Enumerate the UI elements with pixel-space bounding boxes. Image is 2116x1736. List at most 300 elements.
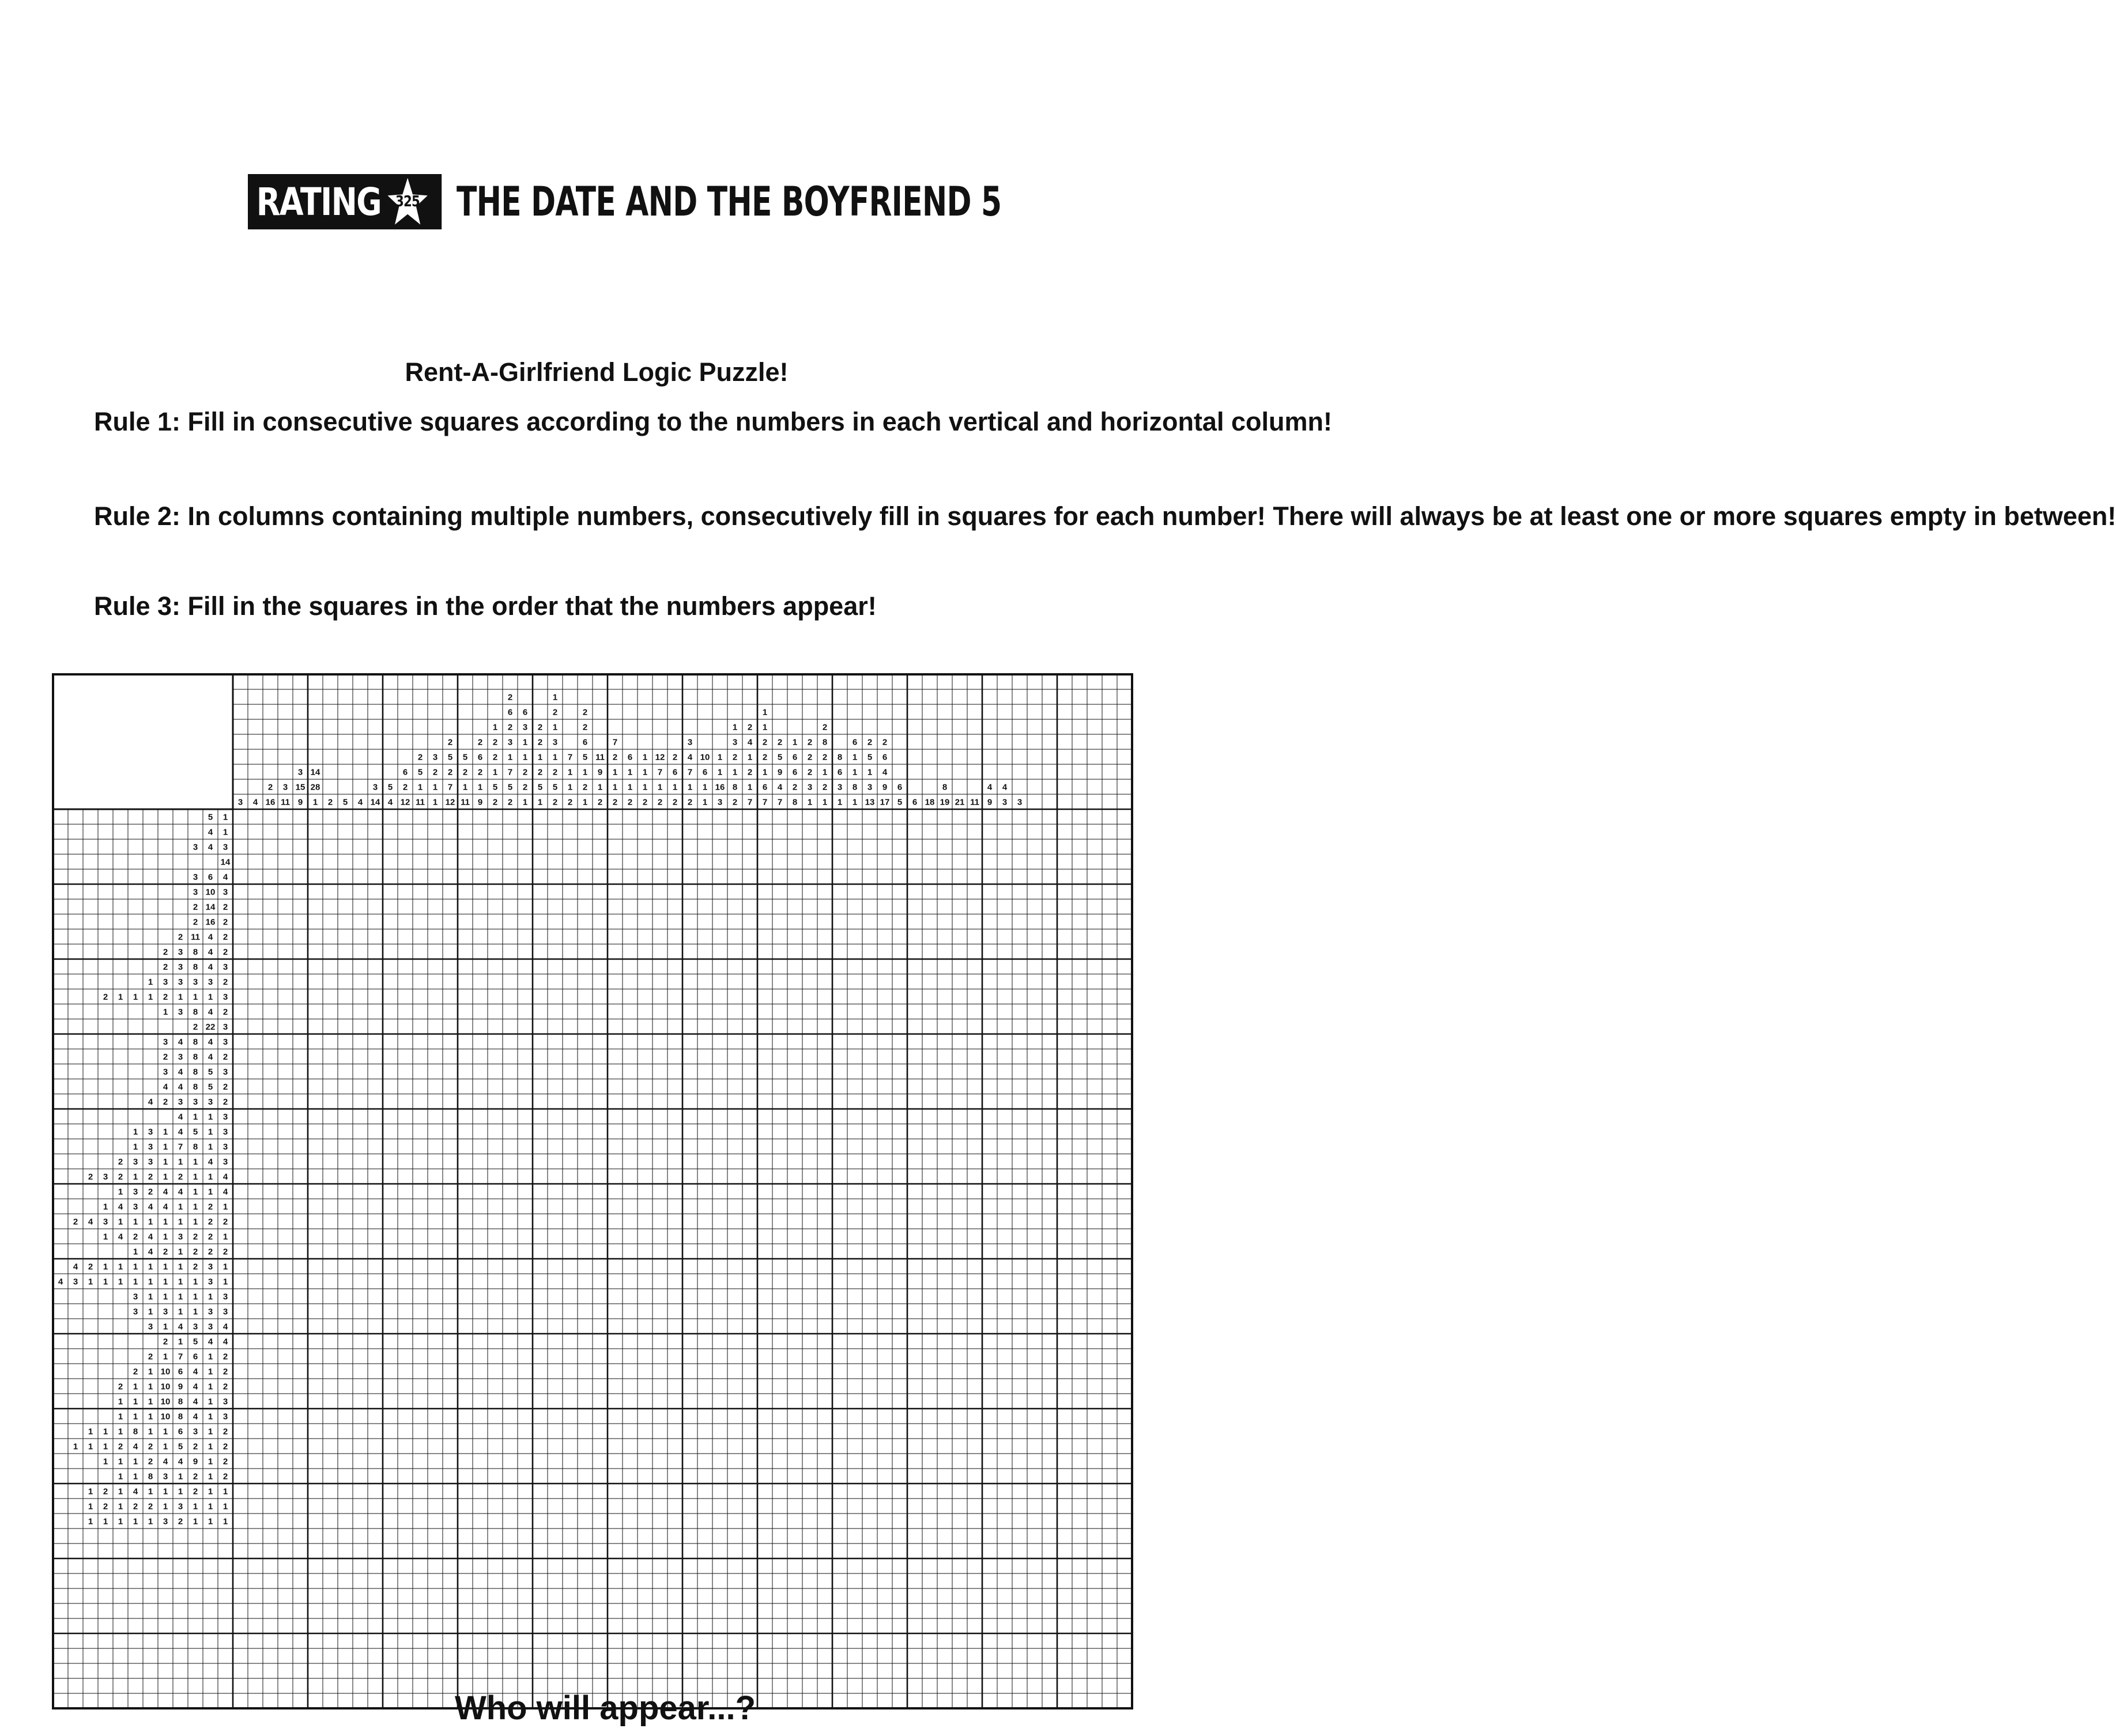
row-clue: 1 — [193, 1172, 198, 1182]
column-clue: 9 — [297, 797, 303, 807]
column-clue: 11 — [416, 797, 425, 807]
column-clue: 8 — [792, 797, 798, 807]
row-clue: 8 — [193, 1007, 198, 1017]
row-clue: 1 — [222, 1516, 228, 1527]
column-clue: 2 — [642, 797, 648, 807]
row-clue: 7 — [178, 1352, 183, 1362]
column-clue: 2 — [492, 737, 498, 748]
column-clue: 1 — [582, 767, 588, 778]
column-clue: 1 — [432, 782, 438, 792]
row-clue: 1 — [178, 1486, 183, 1497]
column-clue: 1 — [702, 782, 708, 792]
column-clue: 1 — [522, 737, 528, 748]
row-clue: 1 — [208, 1367, 213, 1377]
row-clue: 1 — [73, 1441, 78, 1452]
row-clue: 1 — [88, 1441, 93, 1452]
row-clue: 1 — [148, 1277, 153, 1287]
row-clue: 11 — [191, 932, 200, 942]
column-clue: 1 — [822, 767, 828, 778]
row-clue: 2 — [193, 917, 198, 927]
row-clue: 1 — [178, 1202, 183, 1212]
row-clue: 6 — [178, 1367, 183, 1377]
row-clue: 1 — [163, 1127, 168, 1137]
star-icon — [385, 176, 431, 228]
row-clue: 4 — [208, 947, 213, 957]
column-clue: 17 — [880, 797, 890, 807]
row-clue: 3 — [73, 1277, 78, 1287]
row-clue: 3 — [163, 1471, 168, 1482]
column-clue: 4 — [747, 737, 753, 748]
column-clue: 1 — [642, 752, 648, 763]
rating-label: RATING — [256, 179, 382, 224]
column-clue: 2 — [477, 737, 483, 748]
row-clue: 4 — [58, 1277, 63, 1287]
rule-1: Rule 1: Fill in consecutive squares according to the numbers in each vertical and horizontal column! — [94, 407, 1332, 436]
row-clue: 1 — [163, 1426, 168, 1437]
column-clue: 1 — [762, 767, 768, 778]
column-clue: 13 — [865, 797, 875, 807]
column-clue: 1 — [432, 797, 438, 807]
column-clue: 1 — [312, 797, 318, 807]
column-clue: 2 — [597, 797, 603, 807]
column-clue: 3 — [522, 722, 528, 733]
column-clue: 2 — [657, 797, 663, 807]
row-clue: 1 — [148, 1292, 153, 1302]
column-clue: 1 — [642, 782, 648, 792]
row-clue: 2 — [222, 902, 228, 912]
row-clue: 2 — [118, 1382, 123, 1392]
row-clue: 3 — [163, 977, 168, 987]
row-clue: 4 — [178, 1127, 183, 1137]
row-clue: 8 — [193, 1052, 198, 1062]
row-clue: 1 — [208, 1441, 213, 1452]
column-clue: 3 — [687, 737, 693, 748]
column-clue: 1 — [552, 692, 558, 703]
row-clue: 4 — [208, 1157, 213, 1167]
row-clue: 1 — [163, 1322, 168, 1332]
row-clue: 3 — [222, 1307, 228, 1317]
column-clue: 14 — [370, 797, 380, 807]
row-clue: 2 — [133, 1367, 138, 1377]
row-clue: 1 — [118, 1412, 123, 1422]
row-clue: 1 — [133, 992, 138, 1002]
row-clue: 1 — [208, 1352, 213, 1362]
column-clue: 1 — [792, 737, 798, 748]
column-clue: 4 — [882, 767, 888, 778]
row-clue: 3 — [222, 1022, 228, 1032]
column-clue: 2 — [552, 797, 558, 807]
row-clue: 1 — [118, 1486, 123, 1497]
column-clue: 1 — [612, 782, 618, 792]
column-clue: 3 — [837, 782, 843, 792]
row-clue: 4 — [222, 1322, 228, 1332]
rating-badge — [248, 174, 442, 229]
column-clue: 1 — [717, 752, 723, 763]
row-clue: 1 — [178, 1277, 183, 1287]
row-clue: 3 — [222, 1142, 228, 1152]
row-clue: 1 — [103, 1426, 108, 1437]
row-clue: 1 — [118, 1456, 123, 1467]
row-clue: 4 — [208, 962, 213, 972]
row-clue: 1 — [208, 1516, 213, 1527]
row-clue: 8 — [178, 1412, 183, 1422]
column-clue: 1 — [537, 797, 543, 807]
row-clue: 1 — [133, 1142, 138, 1152]
column-clue: 6 — [912, 797, 918, 807]
column-clue: 2 — [747, 722, 753, 733]
row-clue: 1 — [208, 1172, 213, 1182]
row-clue: 3 — [222, 962, 228, 972]
row-clue: 3 — [178, 977, 183, 987]
column-clue: 7 — [687, 767, 693, 778]
row-clue: 4 — [118, 1232, 123, 1242]
row-clue: 3 — [148, 1322, 153, 1332]
row-clue: 4 — [193, 1397, 198, 1407]
row-clue: 1 — [163, 1232, 168, 1242]
column-clue: 2 — [747, 767, 753, 778]
row-clue: 1 — [133, 1382, 138, 1392]
column-clue: 3 — [282, 782, 288, 792]
row-clue: 2 — [193, 1247, 198, 1257]
column-clue: 3 — [237, 797, 243, 807]
column-clue: 6 — [702, 767, 708, 778]
row-clue: 3 — [178, 1097, 183, 1107]
row-clue: 2 — [148, 1352, 153, 1362]
row-clue: 3 — [133, 1187, 138, 1197]
row-clue: 2 — [222, 1471, 228, 1482]
column-clue: 28 — [310, 782, 320, 792]
row-clue: 4 — [208, 1052, 213, 1062]
column-clue: 2 — [867, 737, 873, 748]
column-clue: 1 — [852, 752, 858, 763]
row-clue: 4 — [88, 1217, 93, 1227]
row-clue: 3 — [208, 1307, 213, 1317]
column-clue: 6 — [402, 767, 408, 778]
row-clue: 2 — [148, 1501, 153, 1512]
row-clue: 2 — [148, 1187, 153, 1197]
row-clue: 2 — [222, 1052, 228, 1062]
column-clue: 1 — [477, 782, 483, 792]
row-clue: 1 — [222, 812, 228, 822]
row-clue: 2 — [103, 992, 108, 1002]
column-clue: 6 — [507, 707, 513, 718]
column-clue: 5 — [462, 752, 468, 763]
column-clue: 2 — [477, 767, 483, 778]
row-clue: 2 — [222, 932, 228, 942]
row-clue: 8 — [193, 1037, 198, 1047]
column-clue: 9 — [987, 797, 993, 807]
row-clue: 10 — [160, 1367, 171, 1377]
column-clue: 1 — [597, 782, 603, 792]
corner-box — [53, 674, 233, 809]
row-clue: 4 — [208, 1037, 213, 1047]
column-clue: 1 — [747, 782, 753, 792]
column-clue: 4 — [387, 797, 393, 807]
row-clue: 1 — [148, 1412, 153, 1422]
row-clue: 1 — [148, 1307, 153, 1317]
column-clue: 1 — [687, 782, 693, 792]
column-clue: 3 — [432, 752, 438, 763]
row-clue: 2 — [208, 1247, 213, 1257]
row-clue: 1 — [178, 1292, 183, 1302]
row-clue: 2 — [163, 1247, 168, 1257]
column-clue: 3 — [1017, 797, 1023, 807]
row-clue: 2 — [133, 1501, 138, 1512]
column-clue: 1 — [417, 782, 423, 792]
row-clue: 3 — [222, 887, 228, 897]
column-clue: 1 — [522, 752, 528, 763]
column-clue: 2 — [492, 797, 498, 807]
column-clue: 7 — [747, 797, 753, 807]
row-clue: 1 — [133, 1412, 138, 1422]
row-clue: 3 — [163, 1516, 168, 1527]
column-clue: 3 — [807, 782, 813, 792]
row-clue: 1 — [103, 1262, 108, 1272]
column-clue: 2 — [762, 737, 768, 748]
row-clue: 1 — [163, 1007, 168, 1017]
row-clue: 2 — [148, 1456, 153, 1467]
column-clue: 7 — [777, 797, 783, 807]
row-clue: 1 — [208, 1426, 213, 1437]
row-clue: 4 — [178, 1112, 183, 1122]
row-clue: 3 — [193, 872, 198, 882]
column-clue: 6 — [762, 782, 768, 792]
column-clue: 6 — [627, 752, 633, 763]
column-clue: 1 — [852, 797, 858, 807]
row-clue: 1 — [193, 1187, 198, 1197]
row-clue: 3 — [163, 1067, 168, 1077]
column-clue: 12 — [445, 797, 455, 807]
row-clue: 3 — [133, 1292, 138, 1302]
column-clue: 2 — [672, 752, 678, 763]
column-clue: 3 — [1002, 797, 1008, 807]
row-clue: 2 — [222, 917, 228, 927]
row-clue: 4 — [193, 1367, 198, 1377]
row-clue: 9 — [178, 1382, 183, 1392]
row-clue: 4 — [208, 1007, 213, 1017]
row-clue: 4 — [148, 1232, 153, 1242]
nonogram-grid — [53, 674, 1148, 1689]
column-clue: 4 — [777, 782, 783, 792]
column-clue: 2 — [822, 782, 828, 792]
row-clue: 1 — [208, 1471, 213, 1482]
row-clue: 8 — [193, 947, 198, 957]
column-clue: 3 — [507, 737, 513, 748]
row-clue: 1 — [103, 1232, 108, 1242]
row-clue: 1 — [103, 1202, 108, 1212]
row-clue: 1 — [222, 1501, 228, 1512]
column-clue: 2 — [507, 692, 513, 703]
row-clue: 2 — [163, 992, 168, 1002]
column-clue: 2 — [687, 797, 693, 807]
row-clue: 3 — [178, 1501, 183, 1512]
row-clue: 1 — [118, 1471, 123, 1482]
column-clue: 12 — [655, 752, 665, 763]
column-clue: 2 — [672, 797, 678, 807]
column-clue: 2 — [732, 797, 738, 807]
row-clue: 1 — [222, 1232, 228, 1242]
column-clue: 1 — [837, 797, 843, 807]
column-clue: 8 — [852, 782, 858, 792]
row-clue: 1 — [193, 1217, 198, 1227]
row-clue: 1 — [193, 1307, 198, 1317]
row-clue: 1 — [133, 1247, 138, 1257]
column-clue: 19 — [940, 797, 950, 807]
column-clue: 6 — [672, 767, 678, 778]
row-clue: 1 — [118, 1187, 123, 1197]
column-clue: 10 — [700, 752, 710, 763]
row-clue: 3 — [222, 1412, 228, 1422]
row-clue: 1 — [133, 1217, 138, 1227]
row-clue: 1 — [222, 1202, 228, 1212]
column-clue: 2 — [582, 707, 588, 718]
row-clue: 2 — [193, 1471, 198, 1482]
row-clue: 4 — [208, 932, 213, 942]
row-clue: 1 — [118, 1516, 123, 1527]
row-clue: 1 — [222, 827, 228, 837]
row-clue: 1 — [178, 1157, 183, 1167]
column-clue: 6 — [792, 767, 798, 778]
column-clue: 1 — [567, 767, 573, 778]
column-clue: 7 — [657, 767, 663, 778]
column-clue: 11 — [281, 797, 290, 807]
row-clue: 4 — [193, 1382, 198, 1392]
row-clue: 3 — [148, 1127, 153, 1137]
column-clue: 1 — [672, 782, 678, 792]
row-clue: 1 — [222, 1277, 228, 1287]
column-clue: 9 — [477, 797, 483, 807]
row-clue: 1 — [178, 1262, 183, 1272]
column-clue: 1 — [717, 767, 723, 778]
row-clue: 8 — [133, 1426, 138, 1437]
row-clue: 1 — [88, 1426, 93, 1437]
column-clue: 16 — [715, 782, 725, 792]
row-clue: 1 — [178, 1307, 183, 1317]
column-clue: 4 — [1002, 782, 1008, 792]
row-clue: 5 — [178, 1441, 183, 1452]
column-clue: 3 — [297, 767, 303, 778]
row-clue: 1 — [178, 1247, 183, 1257]
column-clue: 9 — [777, 767, 783, 778]
column-clue: 2 — [417, 752, 423, 763]
row-clue: 4 — [163, 1187, 168, 1197]
row-clue: 3 — [178, 1052, 183, 1062]
row-clue: 1 — [178, 1471, 183, 1482]
column-clue: 2 — [822, 722, 828, 733]
row-clue: 4 — [148, 1202, 153, 1212]
column-clue: 2 — [582, 722, 588, 733]
row-clue: 1 — [163, 1441, 168, 1452]
row-clue: 2 — [103, 1501, 108, 1512]
row-clue: 1 — [103, 1456, 108, 1467]
row-clue: 2 — [222, 1352, 228, 1362]
row-clue: 1 — [148, 1217, 153, 1227]
row-clue: 3 — [222, 1157, 228, 1167]
column-clue: 6 — [792, 752, 798, 763]
row-clue: 3 — [222, 1397, 228, 1407]
row-clue: 1 — [208, 1412, 213, 1422]
row-clue: 1 — [103, 1516, 108, 1527]
row-clue: 2 — [193, 1486, 198, 1497]
column-clue: 2 — [792, 782, 798, 792]
row-clue: 1 — [208, 992, 213, 1002]
row-clue: 1 — [118, 992, 123, 1002]
column-clue: 1 — [867, 767, 873, 778]
column-clue: 7 — [447, 782, 453, 792]
row-clue: 1 — [103, 1441, 108, 1452]
row-clue: 3 — [133, 1157, 138, 1167]
row-clue: 4 — [222, 1172, 228, 1182]
column-clue: 1 — [567, 782, 573, 792]
row-clue: 2 — [163, 947, 168, 957]
row-clue: 4 — [208, 1337, 213, 1347]
row-clue: 8 — [193, 1067, 198, 1077]
row-clue: 2 — [148, 1441, 153, 1452]
column-clue: 2 — [537, 767, 543, 778]
row-clue: 2 — [193, 1022, 198, 1032]
row-clue: 1 — [163, 1217, 168, 1227]
row-clue: 2 — [222, 1217, 228, 1227]
row-clue: 1 — [118, 1501, 123, 1512]
column-clue: 2 — [537, 737, 543, 748]
column-clue: 2 — [612, 752, 618, 763]
row-clue: 4 — [163, 1082, 168, 1092]
column-clue: 11 — [970, 797, 979, 807]
row-clue: 3 — [208, 977, 213, 987]
row-clue: 2 — [178, 1172, 183, 1182]
row-clue: 1 — [208, 1142, 213, 1152]
row-clue: 1 — [118, 1217, 123, 1227]
column-clue: 4 — [687, 752, 693, 763]
column-clue: 6 — [477, 752, 483, 763]
row-clue: 10 — [205, 887, 216, 897]
row-clue: 2 — [73, 1217, 78, 1227]
row-clue: 14 — [220, 857, 231, 867]
column-clue: 2 — [402, 782, 408, 792]
row-clue: 4 — [163, 1456, 168, 1467]
column-clue: 5 — [387, 782, 393, 792]
row-clue: 3 — [193, 1426, 198, 1437]
row-clue: 1 — [208, 1397, 213, 1407]
row-clue: 2 — [222, 947, 228, 957]
row-clue: 1 — [163, 1486, 168, 1497]
row-clue: 1 — [163, 1172, 168, 1182]
row-clue: 2 — [208, 1217, 213, 1227]
column-clue: 1 — [702, 797, 708, 807]
column-clue: 2 — [507, 722, 513, 733]
row-clue: 1 — [133, 1516, 138, 1527]
column-clue: 8 — [822, 737, 828, 748]
row-clue: 4 — [148, 1097, 153, 1107]
row-clue: 3 — [103, 1217, 108, 1227]
row-clue: 2 — [148, 1172, 153, 1182]
row-clue: 2 — [118, 1172, 123, 1182]
row-clue: 2 — [222, 1426, 228, 1437]
row-clue: 2 — [178, 1516, 183, 1527]
row-clue: 8 — [148, 1471, 153, 1482]
row-clue: 3 — [222, 1037, 228, 1047]
column-clue: 18 — [925, 797, 935, 807]
row-clue: 1 — [163, 1157, 168, 1167]
column-clue: 4 — [987, 782, 993, 792]
row-clue: 4 — [222, 872, 228, 882]
footer-question: Who will appear...? — [454, 1689, 756, 1727]
row-clue: 1 — [163, 1292, 168, 1302]
row-clue: 4 — [133, 1441, 138, 1452]
puzzle-subtitle: Rent-A-Girlfriend Logic Puzzle! — [405, 357, 789, 387]
column-clue: 1 — [492, 722, 498, 733]
column-clue: 15 — [295, 782, 305, 792]
